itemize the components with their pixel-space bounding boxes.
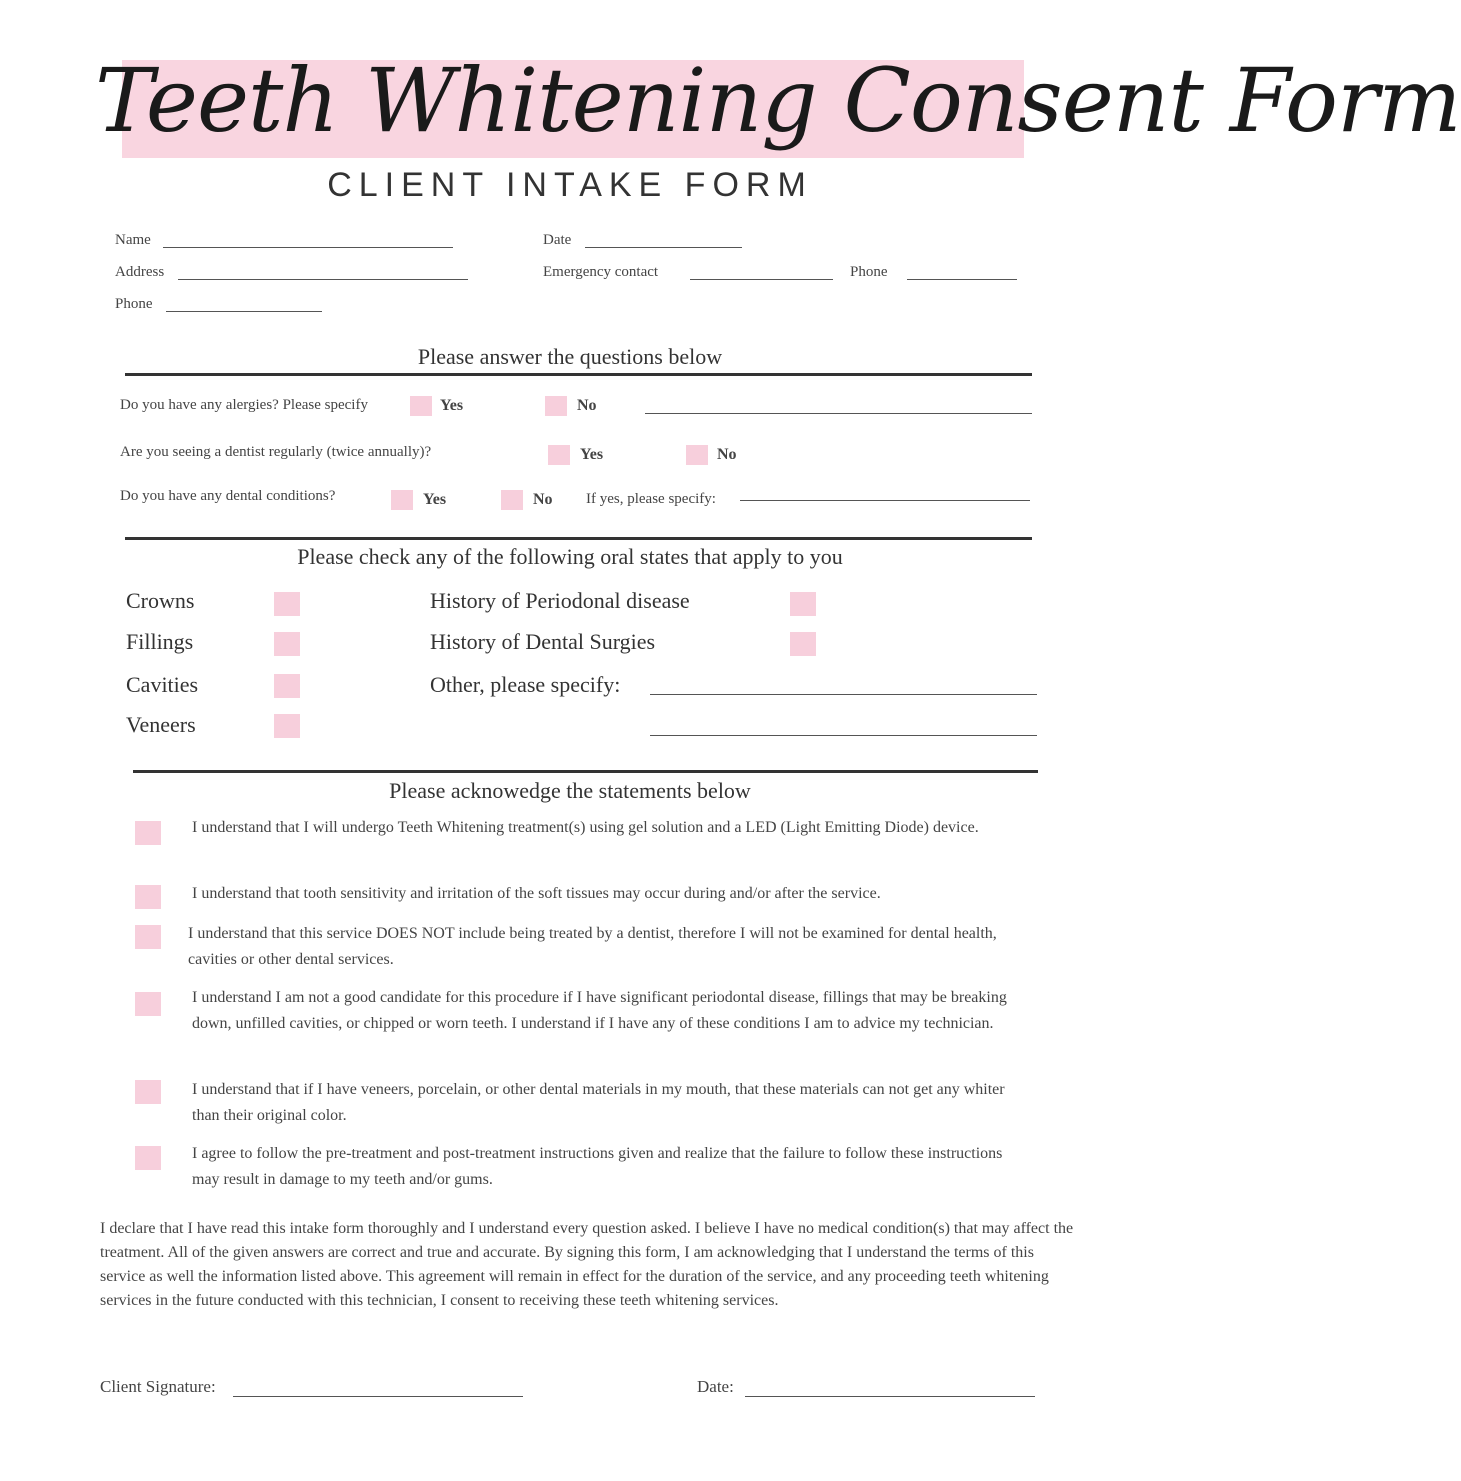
oral-item-surgeries: History of Dental Surgies: [430, 629, 656, 654]
address-label: Address: [115, 264, 165, 280]
oral-item-cavities: Cavities: [126, 672, 199, 697]
form-subtitle: CLIENT INTAKE FORM: [327, 166, 813, 204]
signature-date-field[interactable]: [745, 1396, 1035, 1397]
emergency-phone-field[interactable]: [907, 279, 1017, 280]
emergency-contact-label: Emergency contact: [543, 264, 659, 280]
allergies-question: Do you have any alergies? Please specify: [120, 397, 368, 413]
ack-statement-6: I agree to follow the pre-treatment and post-treatment instructions given and realize that the failure to follow these instructions may result in damage to my teeth and/or gums.: [192, 1145, 1003, 1188]
dentist-yes-checkbox[interactable]: [548, 445, 570, 465]
ack-statement-1: I understand that I will undergo Teeth Whitening treatment(s) using gel solution and a LED (Light Emitting Diode) device.: [192, 819, 979, 836]
allergies-no-checkbox[interactable]: [545, 396, 567, 416]
conditions-yes-checkbox[interactable]: [391, 490, 413, 510]
oral-other-label: Other, please specify:: [430, 672, 621, 697]
dentist-question: Are you seeing a dentist regularly (twice annually)?: [120, 444, 432, 460]
fillings-checkbox[interactable]: [274, 632, 300, 656]
conditions-yes-label: Yes: [423, 491, 447, 508]
dentist-yes-label: Yes: [580, 446, 604, 463]
oral-rule: [125, 537, 1032, 540]
date-label: Date: [543, 232, 572, 248]
form-title: Teeth Whitening Consent Form: [95, 49, 1461, 152]
conditions-no-checkbox[interactable]: [501, 490, 523, 510]
crowns-checkbox[interactable]: [274, 592, 300, 616]
ack-checkbox-6[interactable]: [135, 1146, 161, 1170]
emergency-contact-field[interactable]: [690, 279, 833, 280]
allergies-yes-checkbox[interactable]: [410, 396, 432, 416]
ack-statement-5: I understand that if I have veneers, porcelain, or other dental materials in my mouth, that these materials can not get any whiter than their original color.: [192, 1081, 1005, 1124]
oral-item-veneers: Veneers: [126, 712, 196, 737]
oral-other-field-1[interactable]: [650, 694, 1037, 695]
questions-header: Please answer the questions below: [417, 344, 723, 369]
ack-rule: [133, 770, 1038, 773]
phone-field[interactable]: [166, 311, 322, 312]
oral-item-periodontal: History of Periodonal disease: [430, 588, 690, 613]
name-field[interactable]: [163, 247, 453, 248]
veneers-checkbox[interactable]: [274, 714, 300, 738]
oral-header: Please check any of the following oral states that apply to you: [297, 544, 843, 569]
ack-checkbox-1[interactable]: [135, 821, 161, 845]
surgeries-checkbox[interactable]: [790, 632, 816, 656]
client-signature-label: Client Signature:: [100, 1377, 216, 1396]
ack-checkbox-3[interactable]: [135, 925, 161, 949]
dentist-no-label: No: [717, 446, 737, 463]
oral-item-fillings: Fillings: [126, 629, 194, 654]
ack-checkbox-4[interactable]: [135, 992, 161, 1016]
date-field[interactable]: [585, 247, 742, 248]
dentist-no-checkbox[interactable]: [686, 445, 708, 465]
conditions-specify-label: If yes, please specify:: [586, 491, 716, 507]
oral-other-field-2[interactable]: [650, 735, 1037, 736]
signature-date-label: Date:: [697, 1377, 734, 1396]
phone-label: Phone: [115, 296, 153, 312]
name-label: Name: [115, 232, 151, 248]
conditions-no-label: No: [533, 491, 553, 508]
ack-checkbox-5[interactable]: [135, 1080, 161, 1104]
ack-header: Please acknowedge the statements below: [389, 778, 751, 803]
client-signature-field[interactable]: [233, 1396, 523, 1397]
periodontal-checkbox[interactable]: [790, 592, 816, 616]
allergies-specify-field[interactable]: [645, 413, 1032, 414]
ack-checkbox-2[interactable]: [135, 885, 161, 909]
conditions-question: Do you have any dental conditions?: [120, 488, 336, 504]
oral-item-crowns: Crowns: [126, 588, 195, 613]
address-field[interactable]: [178, 279, 468, 280]
cavities-checkbox[interactable]: [274, 674, 300, 698]
questions-rule: [125, 373, 1032, 376]
allergies-yes-label: Yes: [440, 397, 464, 414]
allergies-no-label: No: [577, 397, 597, 414]
emergency-phone-label: Phone: [850, 264, 888, 280]
ack-statement-3: I understand that this service DOES NOT include being treated by a dentist, therefore I will not be examined for dental health, cavities or other dental services.: [188, 925, 997, 968]
declaration-text: I declare that I have read this intake form thoroughly and I understand every question asked. I believe I have no medical condition(s) that may affect the treatment. All of the given answers are correct and true and accurate. By signing this form, I am acknowledging that I understand the terms of this service as well the information listed above. This agreement will remain in effect for the duration of the service, and any proceeding teeth whitening services in the future conducted with this technician, I consent to receiving these teeth whitening services.: [100, 1220, 1074, 1309]
conditions-specify-field[interactable]: [740, 500, 1030, 501]
ack-statement-2: I understand that tooth sensitivity and irritation of the soft tissues may occur during and/or after the service.: [192, 885, 881, 902]
ack-statement-4: I understand I am not a good candidate for this procedure if I have significant periodontal disease, fillings that may be breaking down, unfilled cavities, or chipped or worn teeth. I understand if I have any of these conditions I am to advice my technician.: [192, 989, 1007, 1032]
